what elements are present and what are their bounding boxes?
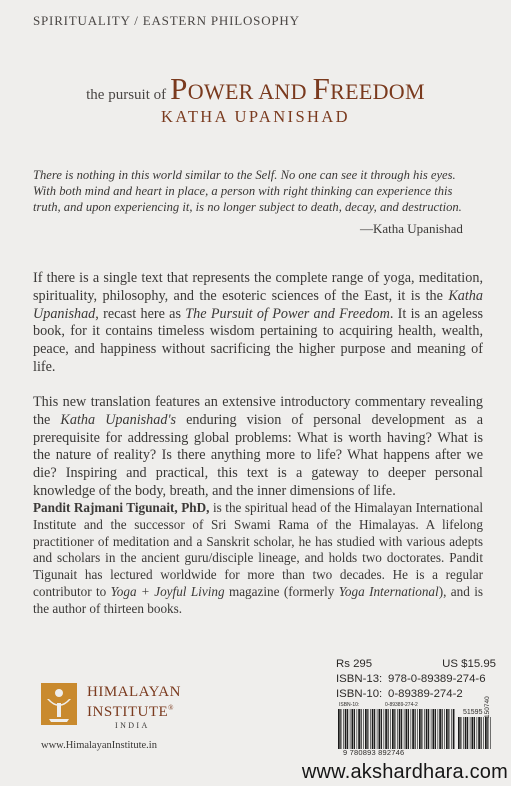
- publisher-line3: INDIA: [115, 721, 150, 730]
- title-main: POWER AND FREEDOM: [170, 71, 425, 106]
- author-bio: Pandit Rajmani Tigunait, PhD, is the spiritual head of the Himalayan International Institute and the successor of Sri Swami Rama of the Himalayas. A lifelong practitioner of meditation and a Sanskrit scholar, he has studied with various adepts and scholars in the ancient guru/disciple lineage, and holds two doctorates. Pandit Tigunait has lectured worldwide for more than two decades. He is a regular contributor to Yoga + Joyful Living magazine (formerly Yoga International), and is the author of thirteen books.: [33, 500, 483, 616]
- publisher-line1: HIMALAYAN: [87, 684, 181, 700]
- publisher-name: [87, 684, 181, 730]
- book-subtitle: KATHA UPANISHAD: [161, 107, 350, 126]
- barcode-isbn-label: ISBN-10:: [339, 702, 360, 708]
- barcode-isbn-value: 0-89389-274-2: [385, 702, 418, 708]
- barcode-main-bars: [337, 709, 455, 749]
- book-category: SPIRITUALITY / EASTERN PHILOSOPHY: [33, 13, 300, 28]
- price-inr: Rs 295: [336, 658, 373, 670]
- yogi-logo-icon: [41, 683, 77, 725]
- isbn10-label: ISBN-10:: [336, 688, 383, 700]
- title-prefix: the pursuit of: [86, 87, 167, 103]
- price-block: [336, 657, 496, 702]
- barcode-digits: 9 780893 892746: [343, 748, 405, 757]
- isbn10-value: 0-89389-274-2: [388, 688, 463, 700]
- publisher-line2: INSTITUTE®: [87, 704, 174, 720]
- barcode-addon-bars: [457, 717, 493, 749]
- isbn13-value: 978-0-89389-274-6: [388, 673, 486, 685]
- barcode: [337, 702, 497, 764]
- epigraph-quote: There is nothing in this world similar to the Self. No one can see it through his eyes. With both mind and heart in place, a person with right thinking can experience this truth, and upon experiencing it, is no longer subject to death, decay, and destruction.: [33, 168, 462, 214]
- publisher-website: www.HimalayanInstitute.in: [41, 740, 157, 751]
- description-paragraph-1: If there is a single text that represents the complete range of yoga, meditation, spirituality, philosophy, and the esoteric sciences of the East, it is the Katha Upanishad, recast here as The Pursuit of Power and Freedom. It is an ageless book, for it contains timeless wisdom pertaining to acquiring health, wealth, peace, and happiness without sacrificing the higher purpose and meaning of life.: [33, 270, 483, 375]
- description-paragraph-2: This new translation features an extensive introductory commentary revealing the Katha Upanishad's enduring vision of personal development as a prerequisite for addressing global problems: What is worth having? What is the nature of reality? Is there anything more to life? What happens after we die? Inspiring and practical, this text is a gateway to deeper personal knowledge of the body, breath, and the inner dimensions of life.: [33, 394, 483, 499]
- author-name: Pandit Rajmani Tigunait, PhD,: [33, 500, 210, 515]
- barcode-side-code: 150740: [484, 696, 491, 718]
- epigraph-attribution: —Katha Upanishad: [360, 221, 463, 236]
- book-title: [0, 71, 511, 127]
- barcode-addon-number: 51595: [463, 709, 483, 716]
- price-usd: US $15.95: [442, 658, 496, 670]
- watermark: www.akshardhara.com: [301, 761, 508, 783]
- isbn13-label: ISBN-13:: [336, 673, 383, 685]
